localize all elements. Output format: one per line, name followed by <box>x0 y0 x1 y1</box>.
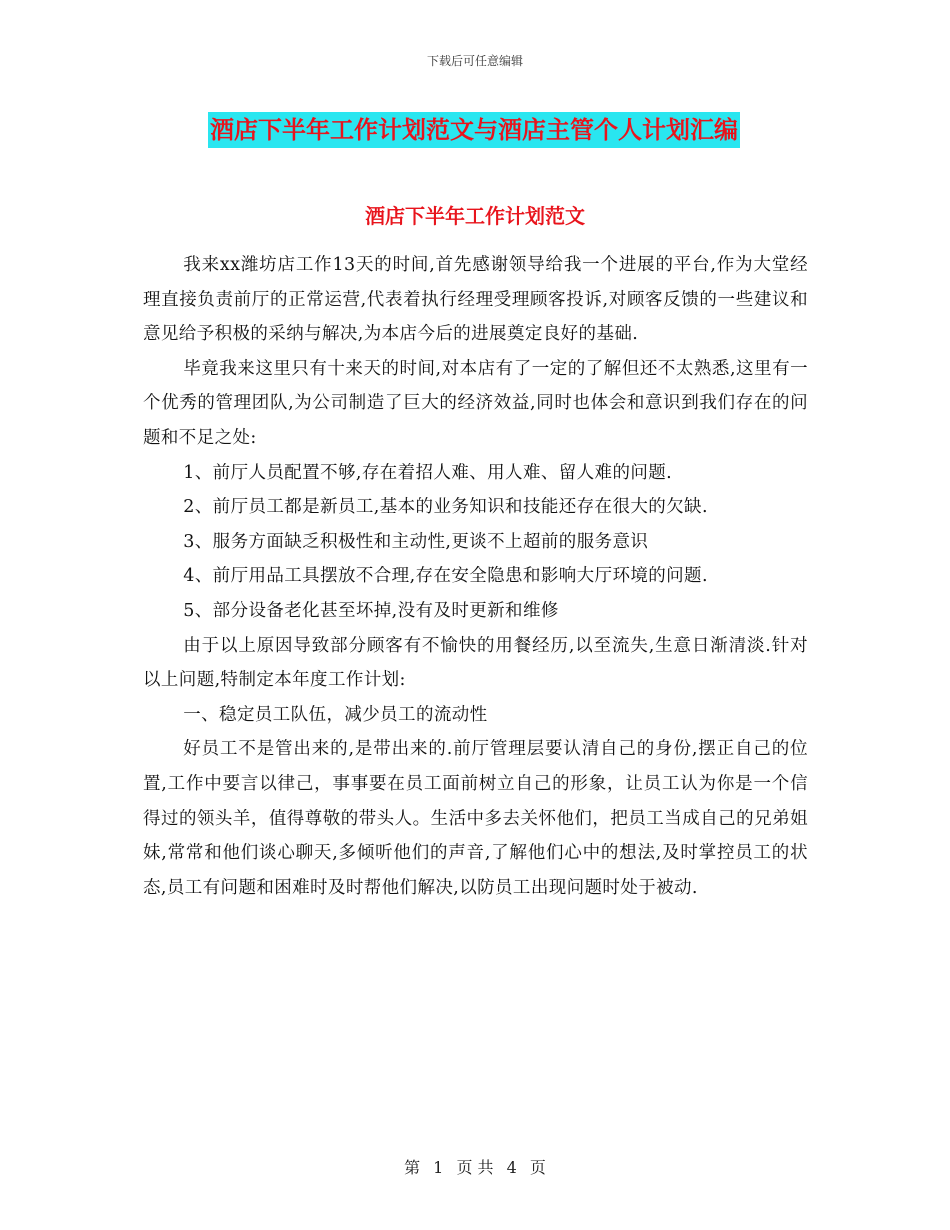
section-title: 酒店下半年工作计划范文 <box>365 204 585 228</box>
page-suffix: 页 <box>529 1158 546 1177</box>
header-note: 下载后可任意编辑 <box>426 54 523 68</box>
paragraph: 我来xx潍坊店工作13天的时间,首先感谢领导给我一个进展的平台,作为大堂经理直接负责前厅的正常运营,代表着执行经理受理顾客投诉,对顾客反馈的一些建议和意见给予积极的采纳与解决,为本店今后的进展奠定良好的基础. <box>143 255 808 345</box>
list-item: 4、前厅用品工具摆放不合理,存在安全隐患和影响大厅环境的问题. <box>183 566 708 587</box>
paragraph: 由于以上原因导致部分顾客有不愉快的用餐经历,以至流失,生意日渐清淡.针对以上问题,特制定本年度工作计划: <box>143 635 808 691</box>
page-prefix: 第 <box>404 1158 421 1177</box>
list-item: 5、部分设备老化甚至坏掉,没有及时更新和维修 <box>183 600 559 621</box>
page-mid: 页 共 <box>456 1158 494 1177</box>
list-item: 3、服务方面缺乏积极性和主动性,更谈不上超前的服务意识 <box>183 531 649 552</box>
document-body <box>143 248 808 905</box>
page-current: 1 <box>433 1158 444 1177</box>
list-item: 2、前厅员工都是新员工,基本的业务知识和技能还存在很大的欠缺. <box>183 497 708 518</box>
document-title: 酒店下半年工作计划范文与酒店主管个人计划汇编 <box>208 112 740 148</box>
section-heading: 一、稳定员工队伍，减少员工的流动性 <box>183 704 488 725</box>
page-footer <box>0 1155 950 1178</box>
paragraph: 毕竟我来这里只有十来天的时间,对本店有了一定的了解但还不太熟悉,这里有一个优秀的管理团队,为公司制造了巨大的经济效益,同时也体会和意识到我们存在的问题和不足之处: <box>143 358 808 448</box>
list-item: 1、前厅人员配置不够,存在着招人难、用人难、留人难的问题. <box>183 462 673 483</box>
paragraph: 好员工不是管出来的,是带出来的.前厅管理层要认清自己的身份,摆正自己的位置,工作中要言以律己，事事要在员工面前树立自己的形象，让员工认为你是一个信得过的领头羊，值得尊敬的带头人。生活中多去关怀他们，把员工当成自己的兄弟姐妹,常常和他们谈心聊天,多倾听他们的声音,了解他们心中的想法,及时掌控员工的状态,员工有问题和困难时及时帮他们解决,以防员工出现问题时处于被动. <box>143 739 808 898</box>
page-total: 4 <box>506 1158 517 1177</box>
